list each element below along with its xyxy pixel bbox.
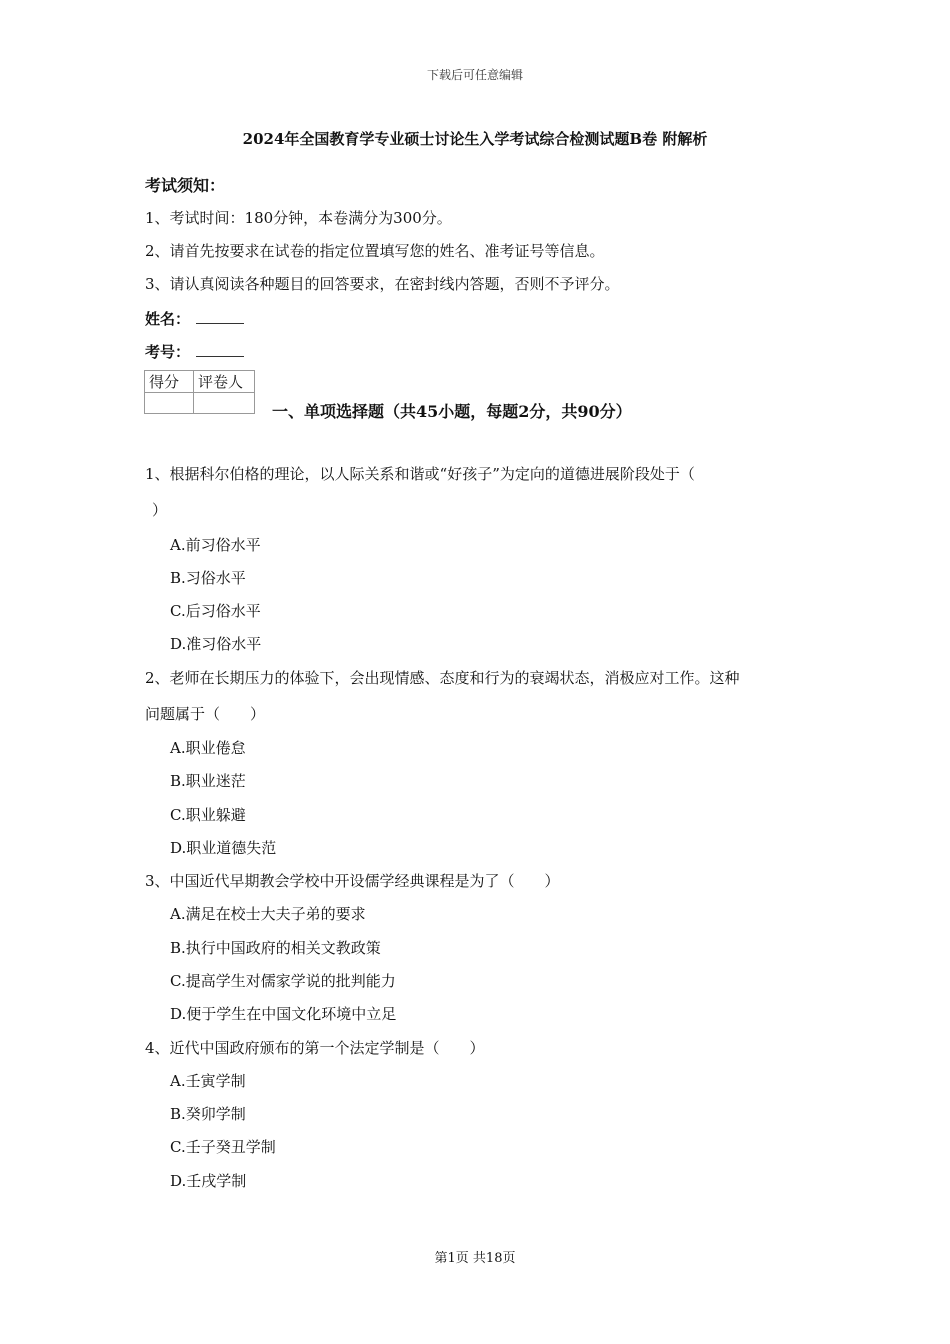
option-a[interactable]: A.满足在校士大夫子弟的要求 bbox=[170, 905, 366, 923]
option-c[interactable]: C.提高学生对儒家学说的批判能力 bbox=[170, 972, 396, 990]
option-b[interactable]: B.癸卯学制 bbox=[170, 1105, 246, 1123]
question-stem-continued: ） bbox=[152, 501, 168, 519]
id-field[interactable] bbox=[145, 341, 244, 362]
notice-item: 3、请认真阅读各种题目的回答要求，在密封线内答题，否则不予评分。 bbox=[145, 275, 620, 293]
score-table bbox=[144, 370, 255, 414]
question-stem-continued: 问题属于（ ） bbox=[145, 705, 266, 723]
notice-item: 2、请首先按要求在试卷的指定位置填写您的姓名、准考证号等信息。 bbox=[145, 242, 605, 260]
option-c[interactable]: C.职业躲避 bbox=[170, 806, 246, 824]
id-label: 考号： bbox=[145, 343, 191, 361]
grader-header: 评卷人 bbox=[194, 371, 255, 393]
option-a[interactable]: A.壬寅学制 bbox=[170, 1072, 246, 1090]
name-label: 姓名： bbox=[145, 310, 191, 328]
option-b[interactable]: B.执行中国政府的相关文教政策 bbox=[170, 939, 381, 957]
question-stem: 4、近代中国政府颁布的第一个法定学制是（ ） bbox=[145, 1039, 485, 1057]
header-note: 下载后可任意编辑 bbox=[426, 68, 523, 82]
question-stem: 1、根据科尔伯格的理论，以人际关系和谐或“好孩子”为定向的道德进展阶段处于（ bbox=[145, 465, 695, 483]
grader-cell[interactable] bbox=[194, 393, 255, 414]
option-b[interactable]: B.习俗水平 bbox=[170, 569, 246, 587]
option-d[interactable]: D.职业道德失范 bbox=[170, 839, 277, 857]
option-b[interactable]: B.职业迷茫 bbox=[170, 772, 246, 790]
option-d[interactable]: D.壬戌学制 bbox=[170, 1172, 247, 1190]
name-blank[interactable] bbox=[196, 311, 244, 324]
option-c[interactable]: C.后习俗水平 bbox=[170, 602, 261, 620]
option-c[interactable]: C.壬子癸丑学制 bbox=[170, 1138, 276, 1156]
score-header: 得分 bbox=[145, 371, 194, 393]
option-a[interactable]: A.职业倦怠 bbox=[170, 739, 246, 757]
option-d[interactable]: D.准习俗水平 bbox=[170, 635, 262, 653]
option-d[interactable]: D.便于学生在中国文化环境中立足 bbox=[170, 1005, 397, 1023]
option-a[interactable]: A.前习俗水平 bbox=[170, 536, 261, 554]
section-heading: 一、单项选择题（共45小题，每题2分，共90分） bbox=[272, 402, 632, 421]
notice-heading: 考试须知： bbox=[145, 176, 226, 195]
name-field[interactable] bbox=[145, 308, 244, 329]
page-footer: 第1页 共18页 bbox=[434, 1251, 516, 1266]
question-stem: 2、老师在长期压力的体验下，会出现情感、态度和行为的衰竭状态，消极应对工作。这种 bbox=[145, 669, 740, 687]
document-title: 2024年全国教育学专业硕士讨论生入学考试综合检测试题B卷 附解析 bbox=[242, 130, 708, 148]
notice-item: 1、考试时间：180分钟，本卷满分为300分。 bbox=[145, 209, 452, 227]
id-blank[interactable] bbox=[196, 344, 244, 357]
score-cell[interactable] bbox=[145, 393, 194, 414]
question-stem: 3、中国近代早期教会学校中开设儒学经典课程是为了（ ） bbox=[145, 872, 560, 890]
